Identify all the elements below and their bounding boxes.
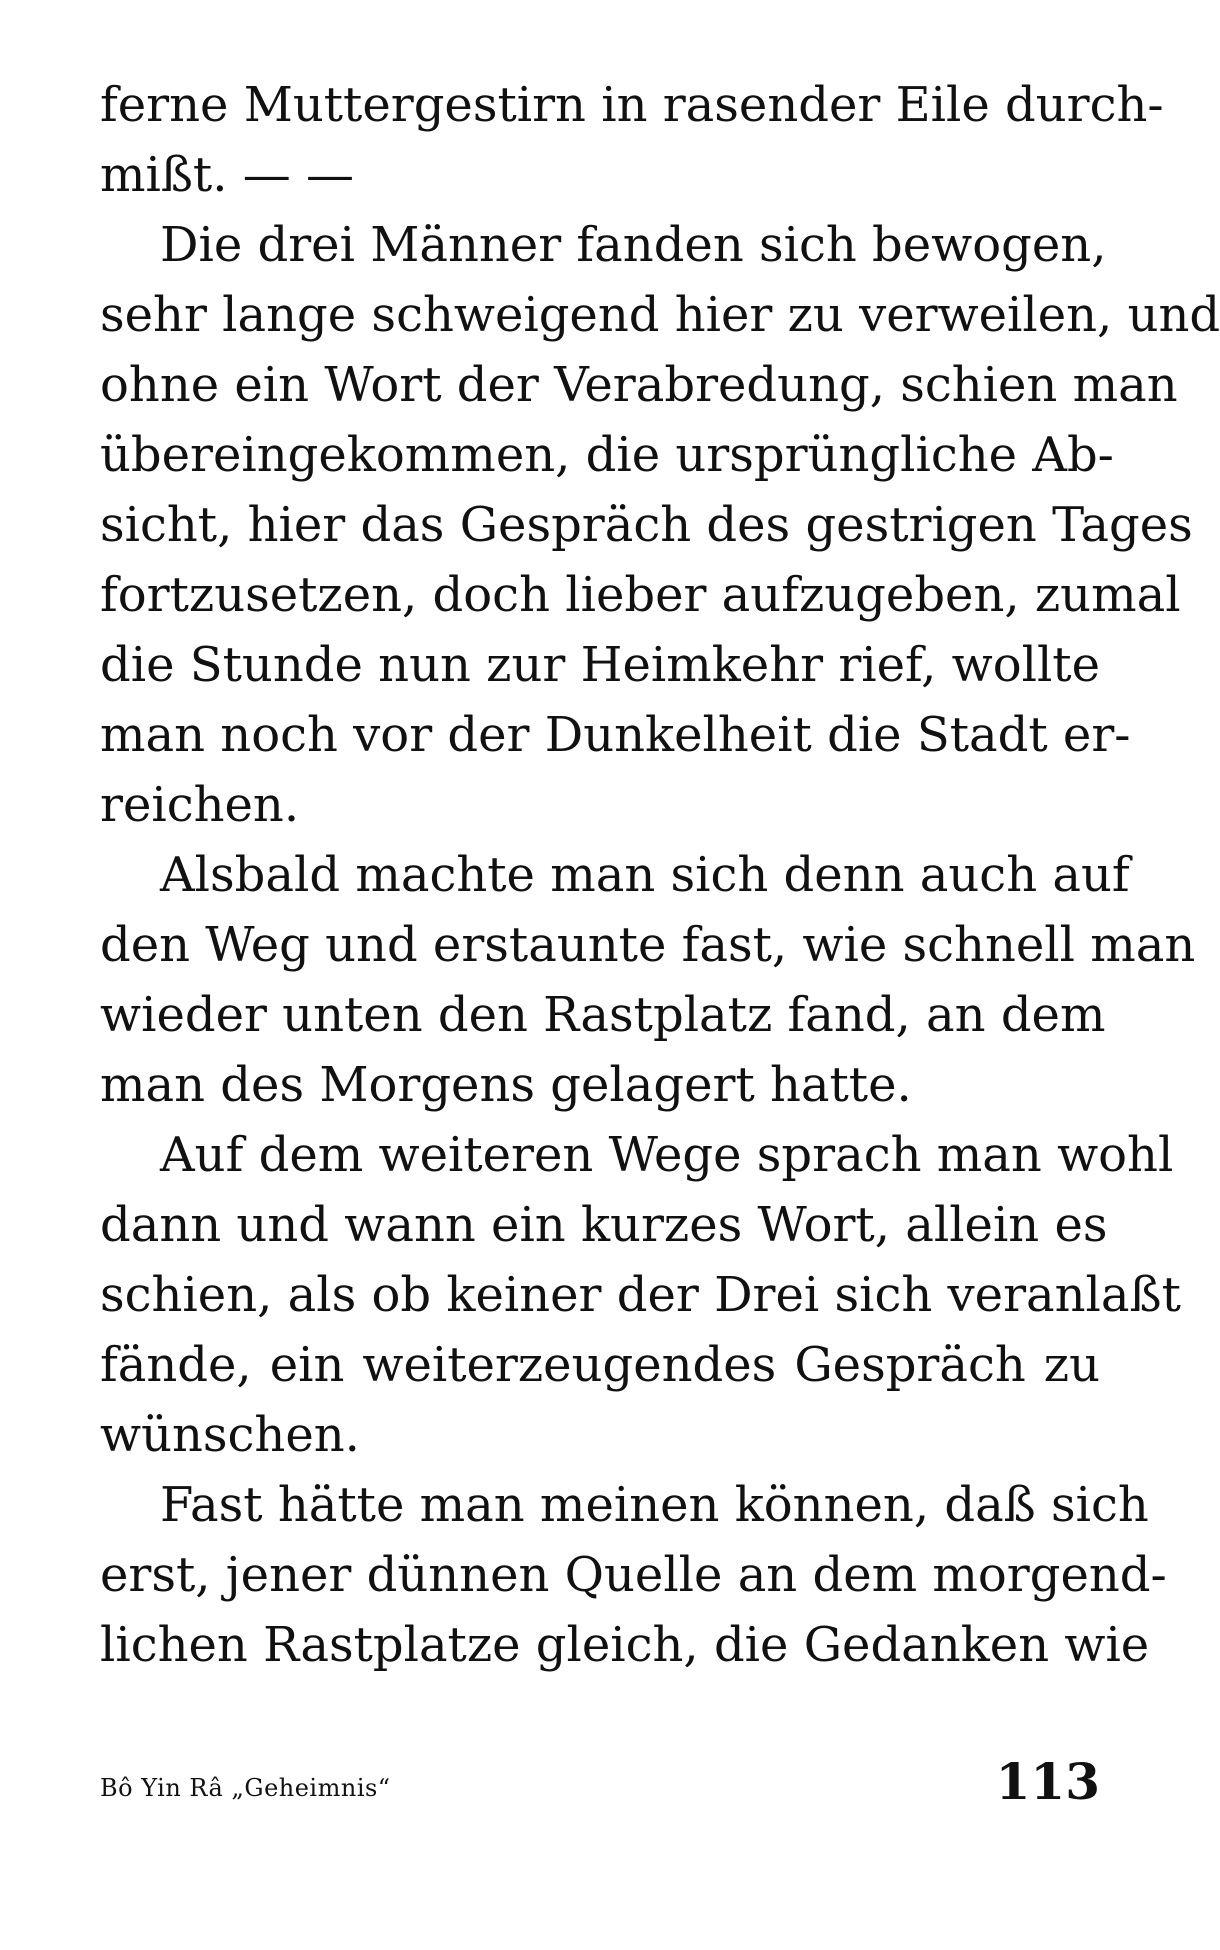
text-line: mißt. — — (100, 147, 354, 203)
text-line: Die drei Männer fanden sich bewogen, (160, 217, 1107, 273)
text-line: Auf dem weiteren Wege sprach man wohl (160, 1127, 1174, 1183)
text-line: reichen. (100, 777, 300, 833)
text-line: Alsbald machte man sich denn auch auf (160, 847, 1130, 903)
text-line: wünschen. (100, 1407, 360, 1463)
text-line: erst, jener dünnen Quelle an dem morgend- (100, 1547, 1167, 1603)
text-line: ohne ein Wort der Verabredung, schien man (100, 357, 1178, 413)
text-line: man des Morgens gelagert hatte. (100, 1057, 912, 1113)
text-line: dann und wann ein kurzes Wort, allein es (100, 1197, 1108, 1253)
text-line: fortzusetzen, doch lieber aufzugeben, zumal (100, 567, 1181, 623)
text-line: Fast hätte man meinen können, daß sich (160, 1477, 1149, 1533)
text-line: sehr lange schweigend hier zu verweilen, und (100, 287, 1220, 343)
text-line: sicht, hier das Gespräch des gestrigen Tages (100, 497, 1193, 553)
running-title: Bô Yin Râ „Geheimnis“ (100, 1774, 391, 1802)
text-line: die Stunde nun zur Heimkehr rief, wollte (100, 637, 1100, 693)
page-footer (100, 1752, 1100, 1822)
text-line: man noch vor der Dunkelheit die Stadt er- (100, 707, 1131, 763)
text-line: fände, ein weiterzeugendes Gespräch zu (100, 1337, 1100, 1393)
text-line: lichen Rastplatze gleich, die Gedanken wie (100, 1617, 1150, 1673)
text-line: übereingekommen, die ursprüngliche Ab- (100, 427, 1114, 483)
page-number: 113 (995, 1752, 1100, 1811)
text-line: den Weg und erstaunte fast, wie schnell man (100, 917, 1196, 973)
body-text (100, 70, 1220, 1680)
text-line: schien, als ob keiner der Drei sich veranlaßt (100, 1267, 1181, 1323)
text-line: wieder unten den Rastplatz fand, an dem (100, 987, 1106, 1043)
text-line: ferne Muttergestirn in rasender Eile durch- (100, 77, 1164, 133)
